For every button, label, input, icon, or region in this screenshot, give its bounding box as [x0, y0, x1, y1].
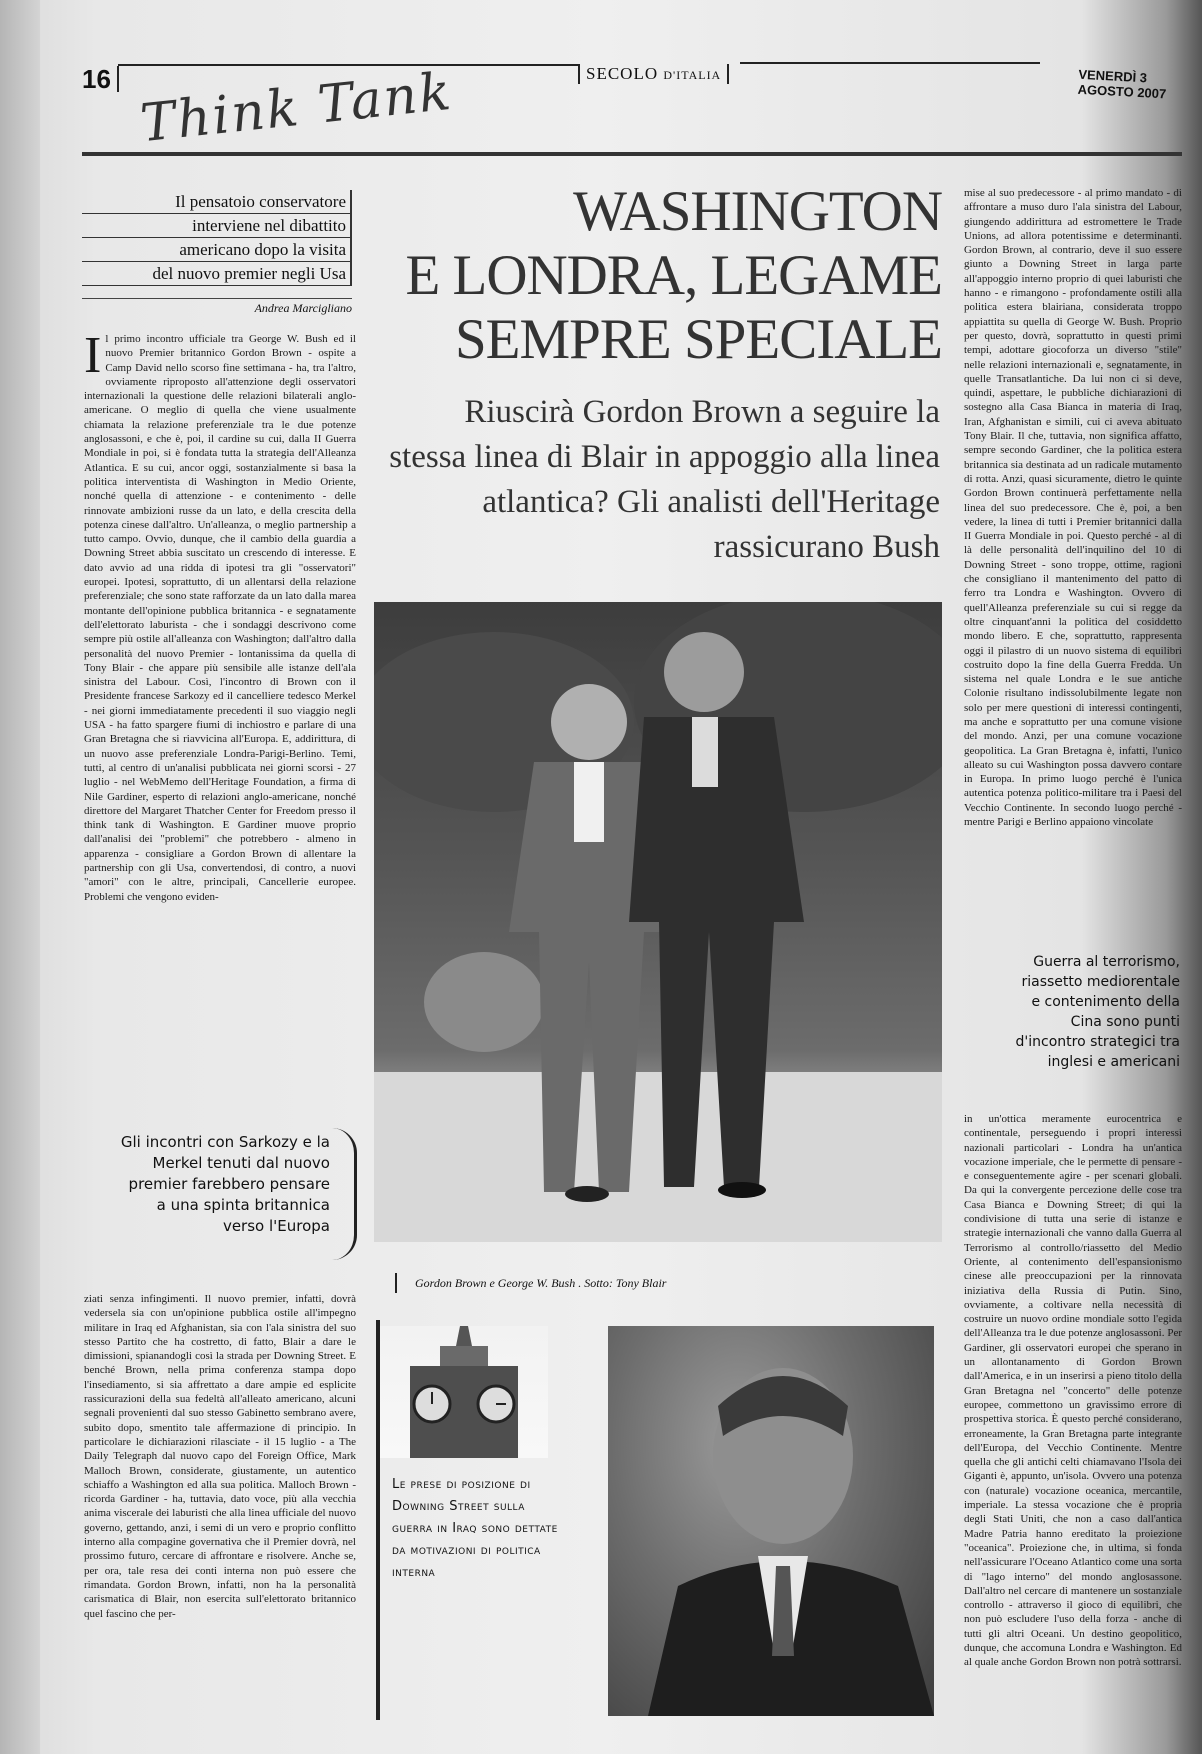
kicker-line: interviene nel dibattito: [82, 214, 352, 238]
big-ben-illustration: [380, 1326, 548, 1458]
kicker-line: Il pensatoio conservatore: [82, 190, 352, 214]
pull-quote-left: Gli incontri con Sarkozy e la Merkel tenuti dal nuovo premier farebbero pensare a una spinta britannica verso l'Europa: [120, 1133, 330, 1235]
article-column-3: mise al suo predecessore - al primo mandato - di affrontare a muso duro l'ala sinistra del Labour, giungendo addirittura ad estromettere le Trade Unions, ad allora potentissime e determinanti. Gordon Brown, al contrario, deve il suo essere giunto a Downing Street in larga parte all'appoggio interno proprio di quei laburisti che hanno - e rimangono - profondamente ostili alla politica estera blairiana, considerata troppo appiattita su quella di George W. Bush. Proprio per questo, dovrà, soprattutto in questi primi tempi, adottare giocoforza un diverso "stile" nelle relazioni internazionali e, segnatamente, in quelle Transatlantiche. Da lui non ci si deve, quindi, aspettare, le pubbliche dichiarazioni di sostegno alla Casa Bianca in materia di Iraq, Iran, Afghanistan e simili, cui ci aveva abituato Tony Blair. Il che, tuttavia, non significa affatto, sempre secondo Gardiner, che la politica estera britannica sia destinata ad un radicale mutamento di rotta. Anzi, quasi sicuramente, dietro le quinte Gordon Brown continuerà perfettamente nella linea del suo predecessore. Che è, poi, a ben vedere, la linea di tutti i Premier britannici dalla II Guerra Mondiale in poi. Questo perché - al di là delle personalità dell'inquilino del 10 di Downing Street - sono troppe, ottime, ragioni che consigliano il mantenimento del patto di ferro tra Londra e Washington. Ovvero di quell'Alleanza preferenziale su cui si regge da oltre cinquant'anni la politica del cosiddetto mondo libero. E che, soprattutto, rappresenta oggi il pilastro di un nuovo sistema di equilibri costruito dopo la fine della Guerra Fredda. Un sistema nel quale Londra e le sue antiche Colonie risultano indissolubilmente legate non solo per mere questioni di interessi contingenti, ma anche e soprattutto per una comune visione del mondo. Anzi, per una comune vocazione geopolitica. La Gran Bretagna è, infatti, l'unico alleato su cui Washington possa davvero contare in Europa. In primo luogo perché è l'unica autentica potenza politico-militare tra i Paesi del Vecchio Continente. In secondo luogo perché - mentre Parigi e Berlino appaiono vincolate: [964, 187, 1182, 829]
publication-title: SECOLO: [586, 64, 659, 83]
headline: [362, 180, 942, 372]
article-text: l primo incontro ufficiale tra George W. Bush ed il nuovo Premier britannico Gordon Brown - ospite a Camp David nello scorso fine settimana - ha, tra l'altro, ovviamente riproposto all'attenzione degli osservatori internazionali la questione delle relazioni bilaterali anglo-americane. O meglio di quella che viene usualmente chiamata la relazione preferenziale tra le due potenze anglosassoni, e che è, poi, il cardine su cui, dalla II Guerra Mondiale in poi, si è fondata tutta la strategia dell'Alleanza Atlantica. E su cui, ancor oggi, sostanzialmente si basa la politica interventista di Washington in Medio Oriente, nonché quella di attenzione - e contenimento - delle rinnovate ambizioni russe da un lato, e della crescita della potenza cinese dall'altro. Un'alleanza, o meglio partnership a tutto campo. Ovvio, dunque, che il cambio della guardia a Downing Street abbia suscitato un crescendo di interesse. E dato avvio ad una ridda di ipotesi tra gli "osservatori" europei. Ipotesi, soprattutto, di un allentarsi della relazione preferenziale; che sono state rafforzate da un lato dalla marea montante dell'opinione pubblica britannica - e segnatamente dell'elettorato laburista - che i sondaggi descrivono come sempre più ostile all'alleanza con Washington; dall'altro dalla personalità del nuovo Premier - lontanissima da quella di Tony Blair - che appare più sensibile alle istanze dell'ala sinistra del Labour. Così, l'incontro di Brown con il Presidente francese Sarkozy ed il cancelliere tedesco Merkel - nei giorni immediatamente precedenti il suo viaggio negli USA - ha fatto spargere fiumi di inchiostro e parlare di una Gran Bretagna che si riavvicina all'Europa. E, addirittura, di un nuovo asse preferenziale Londra-Parigi-Berlino. Temi, tutti, al centro di un'analisi pubblicata nei giorni scorsi - 27 luglio - nel WebMemo dell'Heritage Foundation, a firma di Nile Gardiner, esperto di relazioni anglo-americane, nonché direttore del Margaret Thatcher Center for Freedom presso il think tank di Washington. E Gardiner muove proprio dall'analisi dei "problemi" che potrebbero - almeno in apparenza - consigliare a Gordon Brown di allentare la partnership con gli Usa, convertendosi, di contro, a nuovi "amori" con le altre, principali, Cancellerie europee. Problemi che vengono eviden-: [84, 333, 356, 903]
blair-photo: [608, 1326, 934, 1716]
kicker-line: del nuovo premier negli Usa: [82, 262, 352, 286]
blair-illustration: [608, 1326, 934, 1716]
header-rule-left: [118, 64, 578, 66]
drop-cap: I: [84, 332, 102, 384]
section-title: Think Tank: [137, 61, 456, 155]
headline-line: SEMPRE SPECIALE: [454, 308, 942, 371]
issue-date: VENERDÌ 3 AGOSTO 2007: [1077, 66, 1167, 102]
bush-brown-illustration: [374, 602, 942, 1242]
headline-line: E LONDRA, LEGAME: [405, 244, 942, 307]
page-binding-shadow: [0, 0, 40, 1754]
bush-brown-photo: [374, 602, 942, 1242]
header-rule-right: [740, 62, 1040, 64]
subheadline: Riuscirà Gordon Brown a seguire la stessa linea di Blair in appoggio alla linea atlantica? Gli analisti dell'Heritage rassicurano Bush: [389, 394, 940, 565]
article-column-1-continued: ziati senza infingimenti. Il nuovo premier, infatti, dovrà vedersela sia con un'opinione pubblica ostile all'impegno militare in Iraq ed Afghanistan, sia con l'ala sinistra del suo stesso Partito che ha costretto, di fatto, Blair a dare le dimissioni, spianandogli così la strada per Downing Street. E benché Brown, nella prima conferenza stampa dopo l'insediamento, si sia affrettato a dare ampie ed esplicite rassicurazioni della sua fedeltà all'alleato americano, alcuni segnali provenienti dal suo stesso Gabinetto sembrano avere, subito dopo, smentito tale affermazione di principio. In particolare le dichiarazioni rilasciate - il 15 luglio - a The Daily Telegraph dal nuovo capo del Foreign Office, Mark Malloch Brown, considerate, giustamente, un autentico schiaffo a Washington ed alla sua politica. Malloch Brown - ricorda Gardiner - ha, tuttavia, dato voce, più alla vecchia anima viscerale dei laburisti che alla linea ufficiale del nuovo governo, gettando, anzi, i semi di un vero e proprio conflitto interno alla compagine governativa che il Premier dovrà, nel prossimo futuro, cercare di affrontare e risolvere. Anche se, per ora, tale resa dei conti interna non può essere che rimandata. Gordon Brown, infatti, non ha la personalità carismatica di Blair, non esercita sull'elettorato britannico quel fascino che per-: [84, 1293, 356, 1620]
page-number: 16: [82, 66, 119, 92]
headline-line: WASHINGTON: [573, 180, 942, 243]
article-column-3-continued: in un'ottica meramente eurocentrica e continentale, perseguendo i propri interessi nazionali particolari - Londra ha un'antica vocazione imperiale, che le permette di pensare - e conseguentemente agire - per scenari globali. Da qui la convergente percezione delle cose tra Casa Bianca e Downing Street; di qui la condivisione di tutta una serie di istanze e strategie internazionali che vanno dalla Guerra al Terrorismo al controllo/riassetto del Medio Oriente, al contenimento dell'espansionismo cinese alle preoccupazioni per la rinnovata iniziativa della Russia di Putin. Sino, ovviamente, a coltivare nella necessità di costruire un nuovo ordine mondiale sotto l'egida dell'Alleanza tra le due potenze anglosassoni. Per Gardiner, gli osservatori europei che sperano in un allontanamento di Gordon Brown dall'America, e in un inserirsi a pieno titolo della Gran Bretagna nel "concerto" delle potenze europee, commettono un gravissimo errore di prospettiva storica. È questo perché considerano, erroneamente, la Gran Bretagna parte integrante dell'Europa, del Vecchio Continente. Mentre quella che gli antichi celti chiamavano l'Isola dei Giganti è, appunto, un'isola. Ovvero una potenza con (naturale) vocazione oceanica, mercantile, imperiale. La stessa vocazione che è propria degli Stati Uniti, che non a caso dall'antica Madre Patria hanno ereditato la proiezione "oceanica". Proiezione che, in ultima, si fonda nell'assicurare l'Oceano Atlantico come una sorta di "lago interno" del mondo anglosassone. Dall'altro nel cercare di mantenere un sostanziale controllo - attraverso il gioco di equilibri, che non può escludere l'uso della forza - anche di tutti gli altri Oceani. Un destino geopolitico, dunque, che accomuna Londra e Washington. Ed al quale anche Gordon Brown non potrà sottrarsi.: [964, 1113, 1182, 1669]
big-ben-photo: [380, 1326, 548, 1458]
publication-suffix: D'ITALIA: [663, 68, 722, 82]
header-rule: [82, 152, 1182, 156]
pull-quote-right: Guerra al terrorismo, riassetto mediorentale e contenimento della Cina sono punti d'incontro strategici tra inglesi e americani: [1015, 954, 1180, 1070]
pull-quote-bottom: Le prese di posizione di Downing Street sulla guerra in Iraq sono dettate da motivazioni di politica interna: [392, 1477, 558, 1580]
pull-quote-brace: [332, 1128, 357, 1260]
publication-name: [578, 64, 729, 84]
byline: Andrea Marcigliano: [82, 298, 352, 316]
photo-caption: Gordon Brown e George W. Bush . Sotto: Tony Blair: [395, 1273, 666, 1293]
kicker-line: americano dopo la visita: [82, 238, 352, 262]
kicker: [82, 190, 352, 286]
article-column-1: [84, 332, 356, 1102]
